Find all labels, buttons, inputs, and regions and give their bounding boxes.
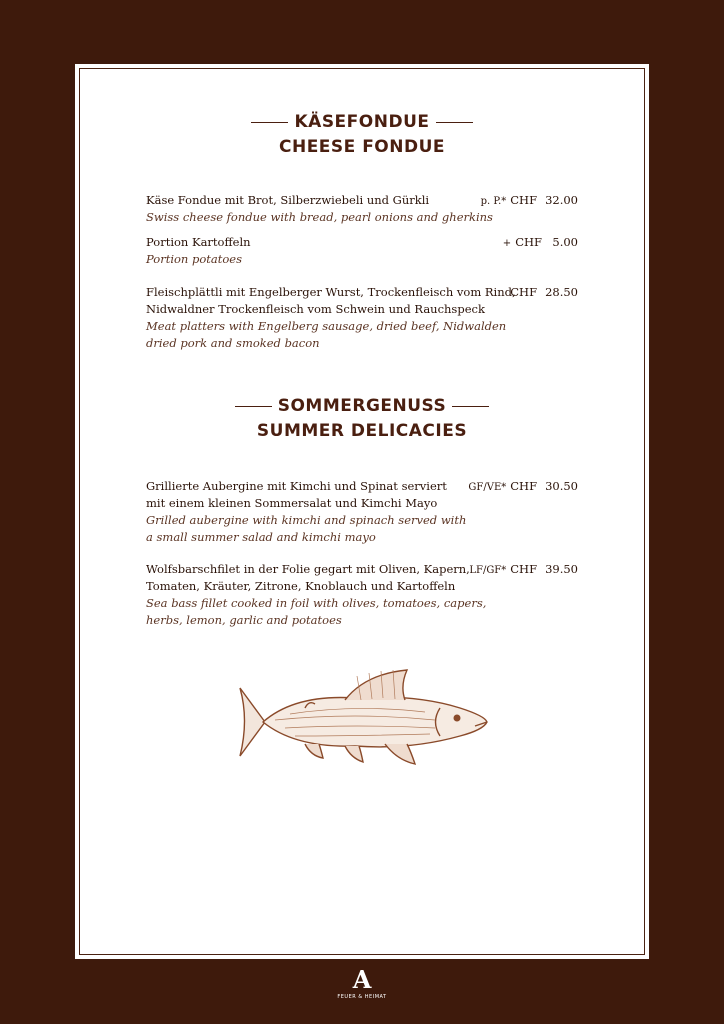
price-currency: CHF (510, 479, 538, 493)
price-value: 5.00 (552, 235, 578, 249)
item-name-de: Nidwaldner Trockenfleisch vom Schwein und Rauchspeck (146, 302, 485, 316)
price-value: 32.00 (545, 193, 578, 207)
item-name-de: Käse Fondue mit Brot, Silberzwiebeli und Gürkli (146, 193, 430, 207)
item-name-en: Swiss cheese fondue with bread, pearl onions and gherkins (146, 210, 493, 224)
item-name-de: Grillierte Aubergine mit Kimchi und Spinat serviert (146, 479, 447, 493)
section-heading-summer (75, 394, 649, 444)
item-price (481, 192, 578, 210)
logo-mark: A (352, 965, 372, 994)
section-title-en: CHEESE FONDUE (278, 137, 446, 157)
menu-page (75, 64, 649, 959)
brand-name: FEUER & HEIMAT (337, 994, 387, 1000)
price-currency: CHF (510, 562, 538, 576)
heading-rule-right (436, 122, 473, 123)
item-name-de: Wolfsbarschfilet in der Folie gegart mit Oliven, Kapern, (146, 562, 470, 576)
section-title-en: SUMMER DELICACIES (256, 421, 468, 441)
price-currency: CHF (510, 193, 538, 207)
price-note: p. P.* (480, 196, 507, 207)
price-note: + (502, 238, 512, 249)
menu-item (146, 192, 578, 226)
item-name-en: Portion potatoes (146, 252, 242, 266)
price-note: LF/GF* (469, 565, 507, 576)
section-title-de: SOMMERGENUSS (277, 396, 447, 416)
item-name-en: dried pork and smoked bacon (146, 336, 320, 350)
item-name-en: herbs, lemon, garlic and potatoes (146, 613, 342, 627)
menu-item (146, 284, 578, 352)
price-value: 28.50 (545, 285, 578, 299)
menu-item (146, 234, 578, 268)
item-name-en: Sea bass fillet cooked in foil with olives, tomatoes, capers, (146, 596, 487, 610)
price-currency: CHF (515, 235, 542, 249)
heading-rule-right (452, 406, 489, 407)
heading-rule-left (251, 122, 288, 123)
price-value: 39.50 (545, 562, 578, 576)
item-price (510, 284, 578, 301)
item-name-en: Meat platters with Engelberg sausage, dried beef, Nidwalden (146, 319, 507, 333)
brand-logo (0, 965, 724, 1000)
section-heading-cheese-fondue (75, 110, 649, 160)
price-value: 30.50 (545, 479, 578, 493)
item-name-en: a small summer salad and kimchi mayo (146, 530, 376, 544)
menu-item (146, 478, 578, 546)
item-name-de: Tomaten, Kräuter, Zitrone, Knoblauch und Kartoffeln (146, 579, 456, 593)
price-note: GF/VE* (468, 482, 507, 493)
item-name-de: Portion Kartoffeln (146, 235, 251, 249)
fish-illustration-icon (235, 664, 495, 778)
item-price (469, 561, 578, 579)
item-price (468, 478, 578, 496)
item-name-de: mit einem kleinen Sommersalat und Kimchi Mayo (146, 496, 438, 510)
item-price (503, 234, 578, 252)
heading-rule-left (235, 406, 272, 407)
menu-item (146, 561, 578, 629)
price-currency: CHF (510, 285, 538, 299)
section-title-de: KÄSEFONDUE (294, 112, 430, 132)
item-name-en: Grilled aubergine with kimchi and spinach served with (146, 513, 467, 527)
item-name-de: Fleischplättli mit Engelberger Wurst, Trockenfleisch vom Rind, (146, 285, 516, 299)
